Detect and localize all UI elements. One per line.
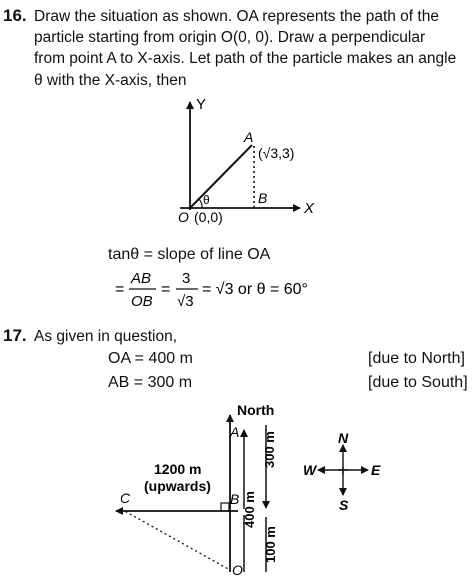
eq2-numerator-ab: AB	[131, 270, 152, 287]
eq2-denominator-root3: √3	[177, 293, 194, 310]
q16-tan-equation: tanθ = slope of line OA	[108, 246, 271, 263]
eq2-equals-2: =	[161, 281, 171, 298]
compass-rose	[303, 430, 381, 513]
q16-text-line-4: θ with the X-axis, then	[34, 72, 187, 89]
compass-s-label: S	[339, 497, 349, 513]
q16-figure	[178, 96, 315, 225]
displacement-oc	[121, 509, 230, 570]
upwards-label: (upwards)	[144, 478, 211, 494]
label-100m: 100 m	[263, 526, 278, 563]
point-b-label: B	[258, 190, 268, 206]
q16-text-line-2: particle starting from origin O(0, 0). Draw a perpendicular	[34, 29, 426, 46]
q17-oa-value: OA = 400 m	[108, 350, 193, 367]
origin-coord: (0,0)	[194, 209, 223, 225]
theta-arc	[199, 199, 202, 208]
line-oa	[190, 145, 252, 208]
q16-text-line-3: from point A to X-axis. Let path of the particle makes an angle	[34, 50, 457, 67]
x-axis-label: X	[304, 200, 315, 217]
label-300m: 300 m	[262, 431, 277, 468]
label-400m: 400 m	[242, 491, 257, 528]
q17-ab-note: [due to South]	[368, 374, 468, 391]
point-b-label-17: B	[230, 491, 240, 507]
distance-1200-label: 1200 m	[154, 461, 202, 477]
q16-text-line-1: Draw the situation as shown. OA represents the path of the	[34, 8, 439, 25]
compass-w-label: W	[303, 462, 317, 478]
q17-oa-note: [due to North]	[368, 350, 465, 367]
question-number-17: 17.	[3, 326, 27, 345]
point-o-label: O	[232, 562, 243, 578]
q17-intro: As given in question,	[34, 328, 178, 345]
q16-fraction-equation	[115, 270, 308, 310]
point-c-label: C	[120, 490, 131, 506]
point-a-label-17: A	[230, 424, 240, 440]
origin-label: O	[178, 209, 189, 225]
q17-figure	[116, 402, 278, 578]
theta-label: θ	[203, 193, 210, 207]
eq2-equals: =	[115, 281, 125, 298]
compass-e-label: E	[371, 462, 381, 478]
point-a-label: A	[244, 129, 254, 145]
question-number-16: 16.	[3, 6, 27, 25]
eq2-result: = √3 or θ = 60°	[202, 281, 308, 298]
y-axis-label: Y	[196, 96, 207, 113]
right-angle-mark	[221, 503, 229, 511]
north-label: North	[237, 402, 275, 418]
point-a-coord: (√3,3)	[258, 145, 295, 161]
eq2-numerator-3: 3	[182, 270, 191, 287]
compass-n-label: N	[338, 430, 349, 446]
q17-ab-value: AB = 300 m	[108, 374, 193, 391]
eq2-denominator-ob: OB	[131, 293, 153, 310]
